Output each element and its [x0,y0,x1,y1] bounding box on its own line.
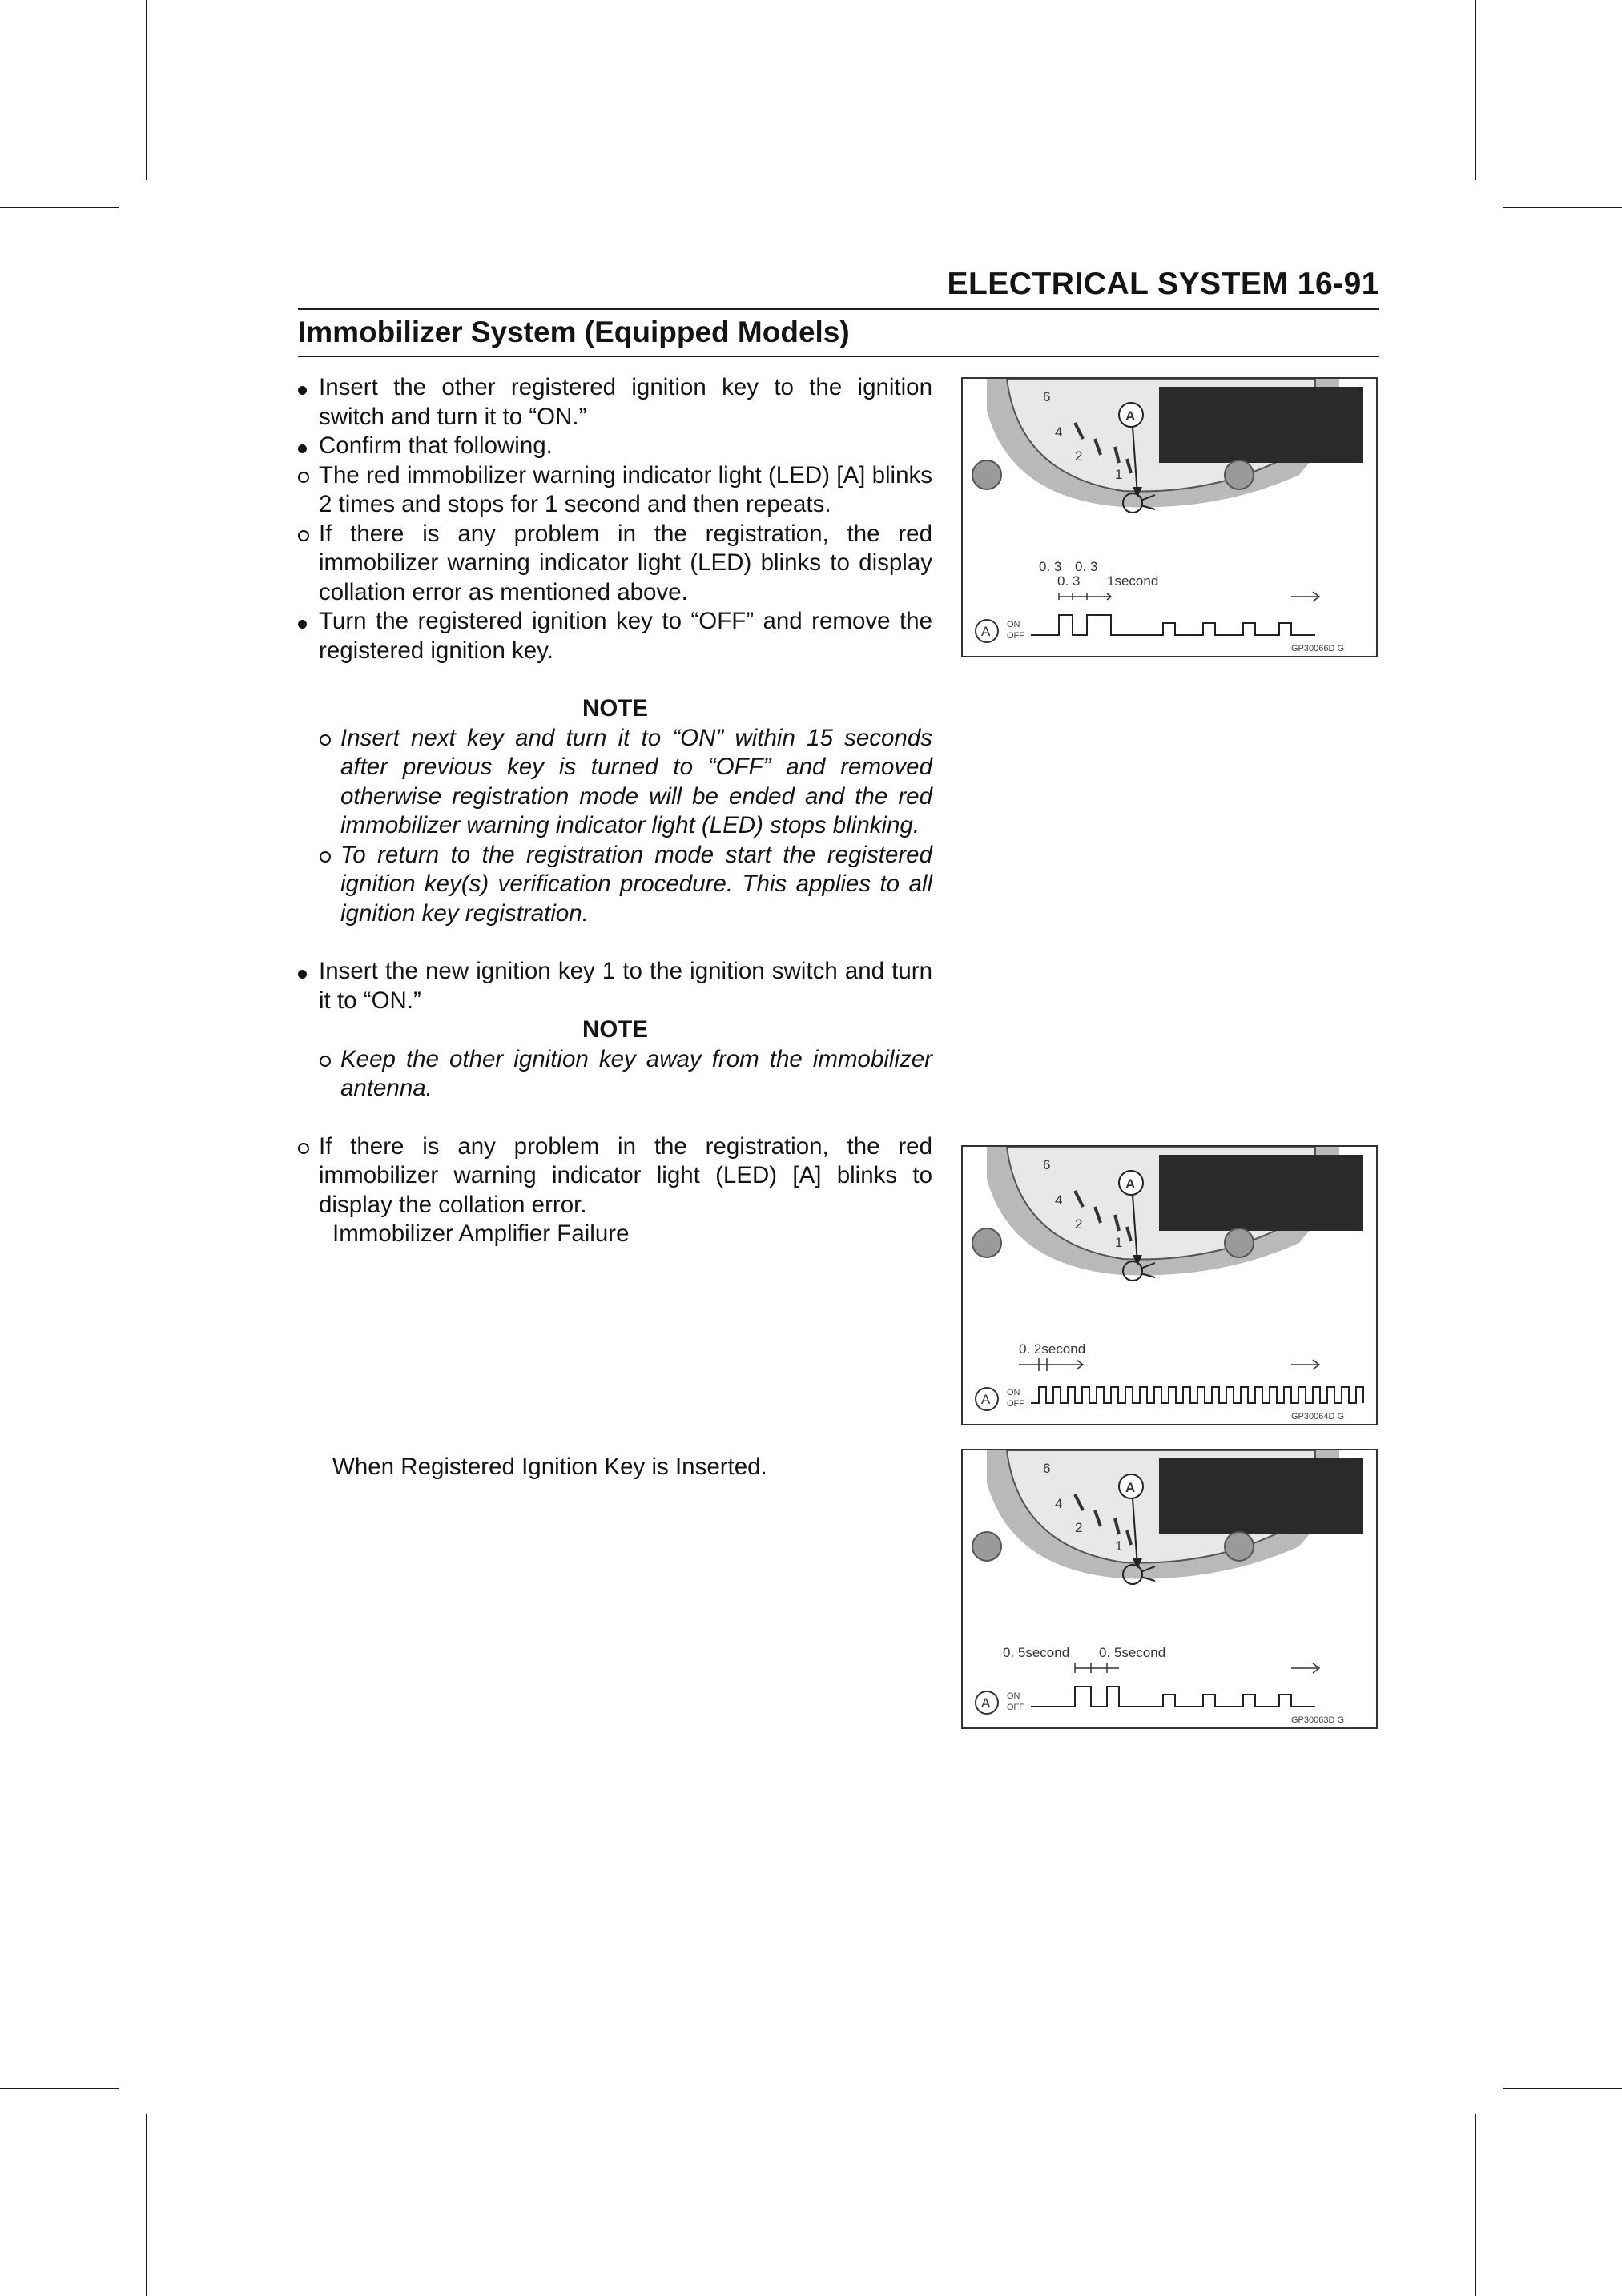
sub-item [298,1132,932,1220]
note-text: Insert next key and turn it to “ON” within 15 seconds after previous key is turned to “OFF” and removed otherwise registration mode will be ended and the red immobilizer warning indicator light (LED) stops blinking. [340,724,932,838]
ring-bullet-icon [298,472,309,483]
svg-text:6: 6 [1043,389,1051,404]
timing-label: 0. 5second [1003,1645,1070,1660]
bullet-icon [298,620,307,629]
bullet-text: Turn the registered ignition key to “OFF” and remove the registered ignition key. [319,608,932,664]
figure-diagram [963,1450,1376,1727]
callout-label: A [981,624,991,639]
bullet-item [298,607,932,665]
caption-registered-key: When Registered Ignition Key is Inserted. [332,1454,767,1480]
figure-code: GP30066D G [1291,644,1345,653]
off-label: OFF [1007,631,1024,641]
note-item [320,841,932,929]
off-label: OFF [1007,1399,1024,1409]
timing-label: 0. 2second [1019,1341,1086,1357]
bullet-item [298,373,932,432]
crop-mark [0,207,119,208]
crop-mark [1503,2088,1622,2089]
callout-label: A [1125,1176,1136,1192]
ring-bullet-icon [320,734,331,746]
crop-mark [146,2114,147,2296]
svg-text:6: 6 [1043,1157,1051,1172]
timing-label: 0. 3 [1075,559,1098,574]
crop-mark [0,2088,119,2089]
on-label: ON [1007,1388,1020,1397]
crop-mark [1475,0,1476,180]
note-item [320,1045,932,1104]
crop-mark [146,0,147,180]
svg-text:4: 4 [1055,1192,1063,1208]
meter-illustration [972,1450,1363,1584]
svg-text:2: 2 [1075,1216,1083,1232]
figure-code: GP30064D G [1291,1412,1345,1421]
crop-mark [1503,207,1622,208]
figure-led-amplifier-failure [961,1145,1378,1425]
note-text: Keep the other ignition key away from the immobilizer antenna. [340,1045,932,1101]
square-wave [1031,1387,1363,1403]
sub-item [298,520,932,608]
svg-text:2: 2 [1075,448,1083,464]
note-item [320,724,932,841]
timing-chart [976,559,1344,653]
section-rule [298,356,1379,357]
callout-label: A [981,1695,991,1711]
note-heading: NOTE [582,695,648,722]
callout-label: A [1125,408,1136,424]
on-label: ON [1007,1691,1020,1701]
header-rule [298,308,1379,310]
ring-bullet-icon [320,851,331,863]
caption-amplifier-failure: Immobilizer Amplifier Failure [332,1220,630,1247]
svg-text:4: 4 [1055,1496,1063,1511]
bullet-text: Confirm that following. [319,432,553,459]
figure-code: GP30063D G [1291,1715,1345,1725]
timing-label: 1second [1107,573,1159,589]
bullet-item [298,432,932,461]
svg-text:1: 1 [1115,1538,1123,1554]
sub-item-text: If there is any problem in the registration, the red immobilizer warning indicator light (LED) blinks to display collation error as mentioned above. [319,520,932,605]
svg-text:2: 2 [1075,1520,1083,1535]
bullet-item [298,957,932,1015]
svg-text:6: 6 [1043,1461,1051,1476]
figure-led-registered-key [961,1449,1378,1729]
svg-text:1: 1 [1115,1235,1123,1250]
sub-item-text: If there is any problem in the registration, the red immobilizer warning indicator light (LED) [A] blinks to display the collation error. [319,1132,932,1218]
body-text [298,373,932,1249]
running-head: ELECTRICAL SYSTEM 16-91 [947,267,1379,301]
timing-label: 0. 3 [1039,559,1062,574]
ring-bullet-icon [320,1056,331,1067]
figure-diagram [963,1147,1376,1424]
svg-text:4: 4 [1055,424,1063,440]
bullet-text: Insert the other registered ignition key to the ignition switch and turn it to “ON.” [319,374,932,430]
sub-item [298,461,932,520]
meter-illustration [972,1147,1363,1281]
figure-led-two-blinks [961,377,1378,657]
timing-chart [976,1645,1344,1725]
svg-text:1: 1 [1115,467,1123,482]
callout-label: A [1125,1480,1136,1495]
off-label: OFF [1007,1703,1024,1712]
bullet-icon [298,970,307,979]
bullet-icon [298,386,307,395]
bullet-text: Insert the new ignition key 1 to the ignition switch and turn it to “ON.” [319,958,932,1014]
callout-label: A [981,1392,991,1407]
meter-illustration [963,379,1376,539]
on-label: ON [1007,620,1020,629]
ring-bullet-icon [298,1143,309,1154]
timing-label: 0. 3 [1057,573,1081,589]
timing-label: 0. 5second [1099,1645,1166,1660]
bullet-icon [298,444,307,453]
ring-bullet-icon [298,530,309,541]
section-title: Immobilizer System (Equipped Models) [298,316,850,348]
figure-diagram [963,379,1376,656]
crop-mark [1475,2114,1476,2296]
note-text: To return to the registration mode start the registered ignition key(s) verification procedure. This applies to all ignition key registration. [340,841,932,927]
timing-chart [976,1341,1363,1421]
sub-item-text: The red immobilizer warning indicator light (LED) [A] blinks 2 times and stops for 1 second and then repeats. [319,461,932,517]
note-heading: NOTE [582,1016,648,1043]
